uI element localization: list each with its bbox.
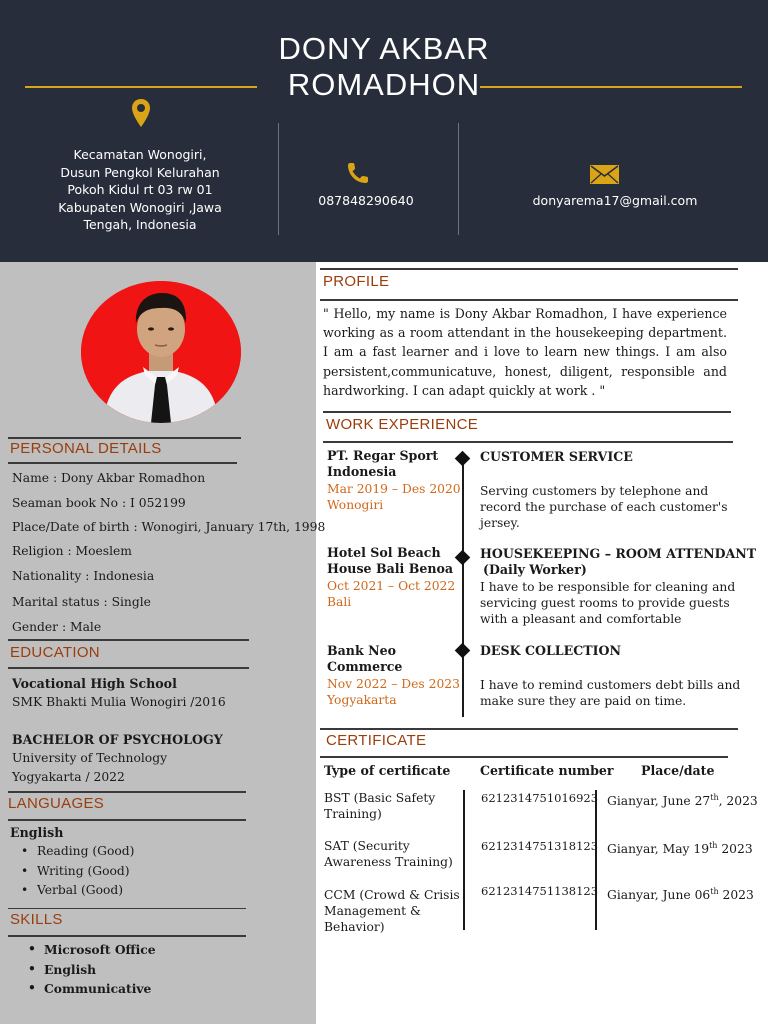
- detail-seaman-book: Seaman book No : I 052199: [12, 496, 186, 510]
- certificate-number: 6212314751318123: [481, 839, 599, 853]
- list-item: • Microsoft Office: [44, 942, 156, 962]
- job-role: DESK COLLECTION: [480, 643, 622, 658]
- certificate-header-number: Certificate number: [480, 763, 614, 778]
- education-school: Yogyakarta / 2022: [12, 770, 125, 784]
- job-role: HOUSEKEEPING – ROOM ATTENDANT: [480, 546, 757, 561]
- detail-marital-status: Marital status : Single: [12, 595, 151, 609]
- timeline-marker: [455, 643, 471, 659]
- list-item: • Verbal (Good): [37, 883, 134, 903]
- education-degree: BACHELOR OF PSYCHOLOGY: [12, 732, 223, 747]
- job-dates: Nov 2022 – Des 2023: [327, 677, 460, 691]
- address: [45, 146, 235, 234]
- profile-rule-top: [320, 268, 738, 270]
- place-date-text: Gianyar, June 27: [607, 794, 711, 809]
- header-divider: [458, 123, 459, 235]
- location-pin-icon: [131, 98, 151, 128]
- education-rule-top: [8, 639, 249, 641]
- certificate-column-divider: [595, 790, 597, 930]
- timeline-line: [462, 455, 464, 717]
- education-degree: Vocational High School: [12, 676, 177, 691]
- address-line: Kabupaten Wonogiri ,Jawa: [58, 199, 222, 215]
- place-date-suffix: th: [709, 841, 718, 850]
- place-date-suffix: th: [710, 793, 719, 802]
- education-school: University of Technology: [12, 751, 168, 765]
- profile-rule-bottom: [320, 299, 738, 301]
- certificate-type: CCM (Crowd & Crisis Management & Behavior): [324, 888, 460, 934]
- job-location: Bali: [327, 595, 352, 609]
- list-item: • English: [44, 962, 156, 982]
- profile-text: " Hello, my name is Dony Akbar Romadhon, I have experience working as a room attendant in the housekeeping department. I am a fast learner and i love to learn new things. I am also persistent,communicatuve, honest, diligent, responsible and hardworking. I can adapt quickly at work . ": [323, 306, 727, 398]
- job-company: Commerce: [327, 659, 403, 674]
- languages-title: LANGUAGES: [8, 795, 105, 812]
- languages-rule-top: [8, 791, 246, 793]
- job-company: House Bali Benoa: [327, 561, 454, 576]
- timeline-marker: [455, 451, 471, 467]
- phone-icon: [344, 162, 372, 184]
- skills-rule-bottom: [8, 935, 246, 937]
- certificate-place-date: [607, 838, 753, 857]
- education-rule-bottom: [8, 667, 249, 669]
- skills-rule-top: [8, 908, 246, 909]
- address-line: Dusun Pengkol Kelurahan: [60, 164, 220, 180]
- header-rule-right: [480, 86, 742, 88]
- certificate-type: SAT (Security Awareness Training): [324, 839, 453, 869]
- certificate-header-place: Place/date: [641, 763, 715, 778]
- personal-details-rule-top: [8, 437, 241, 439]
- place-date-year: , 2023: [718, 794, 758, 809]
- job-subrole: (Daily Worker): [483, 562, 587, 577]
- place-date-text: Gianyar, May 19: [607, 842, 710, 857]
- job-company: PT. Regar Sport: [327, 448, 439, 463]
- detail-religion: Religion : Moeslem: [12, 544, 132, 558]
- header: [0, 0, 768, 262]
- certificate-rule-top: [320, 728, 738, 730]
- education-title: EDUCATION: [10, 644, 100, 661]
- job-company: Hotel Sol Beach: [327, 545, 441, 560]
- detail-name: Name : Dony Akbar Romadhon: [12, 471, 206, 485]
- email-address[interactable]: donyarema17@gmail.com: [532, 193, 698, 208]
- phone-number[interactable]: 087848290640: [318, 193, 414, 208]
- certificate-place-date: [607, 790, 758, 809]
- job-description: I have to be responsible for cleaning and servicing guest rooms to provide guests with a pleasant and comfortable: [480, 580, 736, 626]
- list-item: • Reading (Good): [37, 844, 134, 864]
- profile-title: PROFILE: [323, 273, 390, 290]
- personal-details-title: PERSONAL DETAILS: [10, 440, 162, 457]
- personal-details-rule-bottom: [8, 462, 237, 464]
- job-location: Yogyakarta: [327, 693, 397, 707]
- certificate-rule-bottom: [320, 756, 728, 758]
- certificate-type: BST (Basic Safety Training): [324, 791, 436, 821]
- list-item: • Writing (Good): [37, 864, 134, 884]
- address-line: Pokoh Kidul rt 03 rw 01: [67, 182, 213, 197]
- place-date-suffix: th: [710, 887, 719, 896]
- job-description: I have to remind customers debt bills and make sure they are paid on time.: [480, 678, 741, 708]
- place-date-year: 2023: [717, 842, 753, 857]
- language-name: English: [10, 825, 64, 840]
- envelope-icon: [590, 165, 619, 184]
- detail-birth: Place/Date of birth : Wonogiri, January 17th, 1998: [12, 520, 326, 534]
- profile-photo: [81, 281, 241, 423]
- skills-title: SKILLS: [10, 911, 63, 928]
- place-date-text: Gianyar, June 06: [607, 888, 711, 903]
- work-rule-bottom: [323, 441, 733, 443]
- job-description: Serving customers by telephone and record the purchase of each customer's jersey.: [480, 484, 728, 530]
- certificate-place-date: [607, 884, 754, 903]
- address-line: Tengah, Indonesia: [83, 217, 197, 232]
- education-school: SMK Bhakti Mulia Wonogiri /2016: [12, 695, 226, 709]
- header-divider: [278, 123, 279, 235]
- job-location: Wonogiri: [327, 498, 384, 512]
- detail-gender: Gender : Male: [12, 620, 102, 634]
- languages-rule-bottom: [8, 819, 246, 821]
- certificate-number: 6212314751016923: [481, 791, 599, 805]
- certificate-column-divider: [463, 790, 465, 930]
- job-role: CUSTOMER SERVICE: [480, 449, 633, 464]
- language-skills-list: [37, 844, 134, 903]
- job-dates: Oct 2021 – Oct 2022: [327, 579, 456, 593]
- certificate-header-type: Type of certificate: [324, 763, 451, 778]
- certificate-title: CERTIFICATE: [326, 732, 427, 749]
- certificate-number: 6212314751138123: [481, 884, 599, 898]
- work-experience-title: WORK EXPERIENCE: [326, 416, 479, 433]
- job-company: Bank Neo: [327, 643, 396, 658]
- list-item: • Communicative: [44, 981, 156, 1001]
- timeline-marker: [455, 550, 471, 566]
- work-rule-top: [323, 411, 731, 413]
- place-date-year: 2023: [718, 888, 754, 903]
- detail-nationality: Nationality : Indonesia: [12, 569, 155, 583]
- job-dates: Mar 2019 – Des 2020: [327, 482, 461, 496]
- address-line: Kecamatan Wonogiri,: [73, 147, 207, 162]
- skills-list: [44, 942, 156, 1001]
- name-line-2: ROMADHON: [287, 67, 481, 102]
- job-company: Indonesia: [327, 464, 397, 479]
- name-line-1: DONY AKBAR: [278, 31, 490, 66]
